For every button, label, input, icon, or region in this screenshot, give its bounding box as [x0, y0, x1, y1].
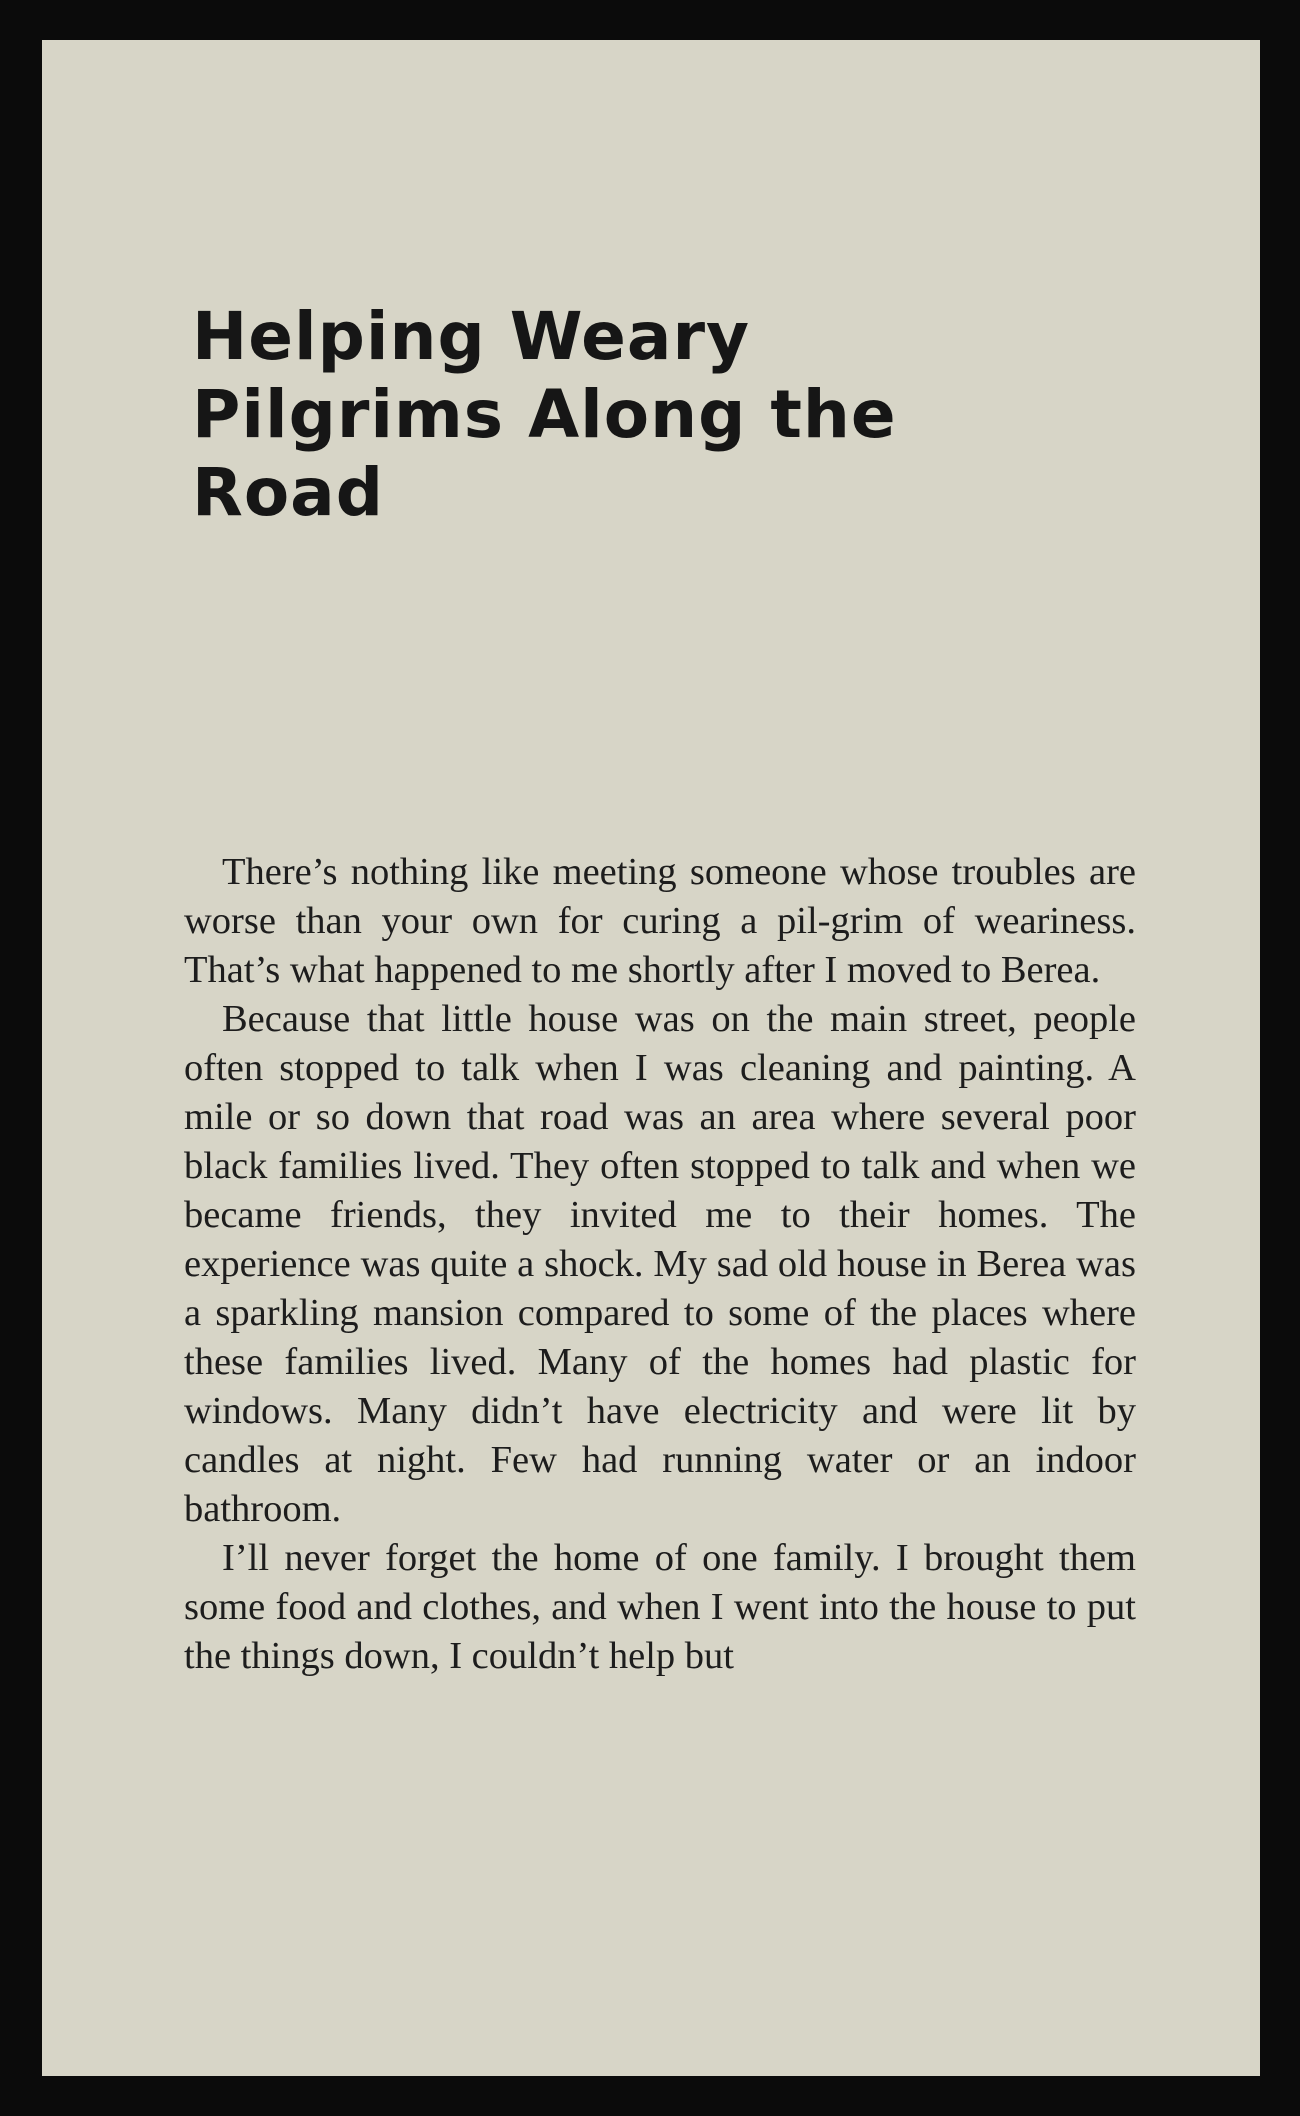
paragraph: Because that little house was on the main street, people often stopped to talk when I was cleaning and painting. A mile or so down that road was an area where several poor black families lived. They often stopped to talk and when we became friends, they invited me to their homes. The experience was quite a shock. My sad old house in Berea was a sparkling mansion compared to some of the places where these families lived. Many of the homes had plastic for windows. Many didn’t have electricity and were lit by candles at night. Few had running water or an indoor bathroom. [184, 998, 1136, 1530]
article-body [184, 848, 1136, 1681]
article-title [192, 298, 1092, 532]
title-line: Helping Weary [192, 298, 751, 375]
title-line: Pilgrims Along the [192, 376, 897, 453]
title-line: Road [192, 454, 384, 531]
paragraph: I’ll never forget the home of one family. I brought them some food and clothes, and when I went into the house to put the things down, I couldn’t help but [184, 1537, 1136, 1677]
paragraph: There’s nothing like meeting someone whose troubles are worse than your own for curing a pil-grim of weariness. That’s what happened to me shortly after I moved to Berea. [184, 851, 1136, 991]
book-page [42, 40, 1260, 2076]
